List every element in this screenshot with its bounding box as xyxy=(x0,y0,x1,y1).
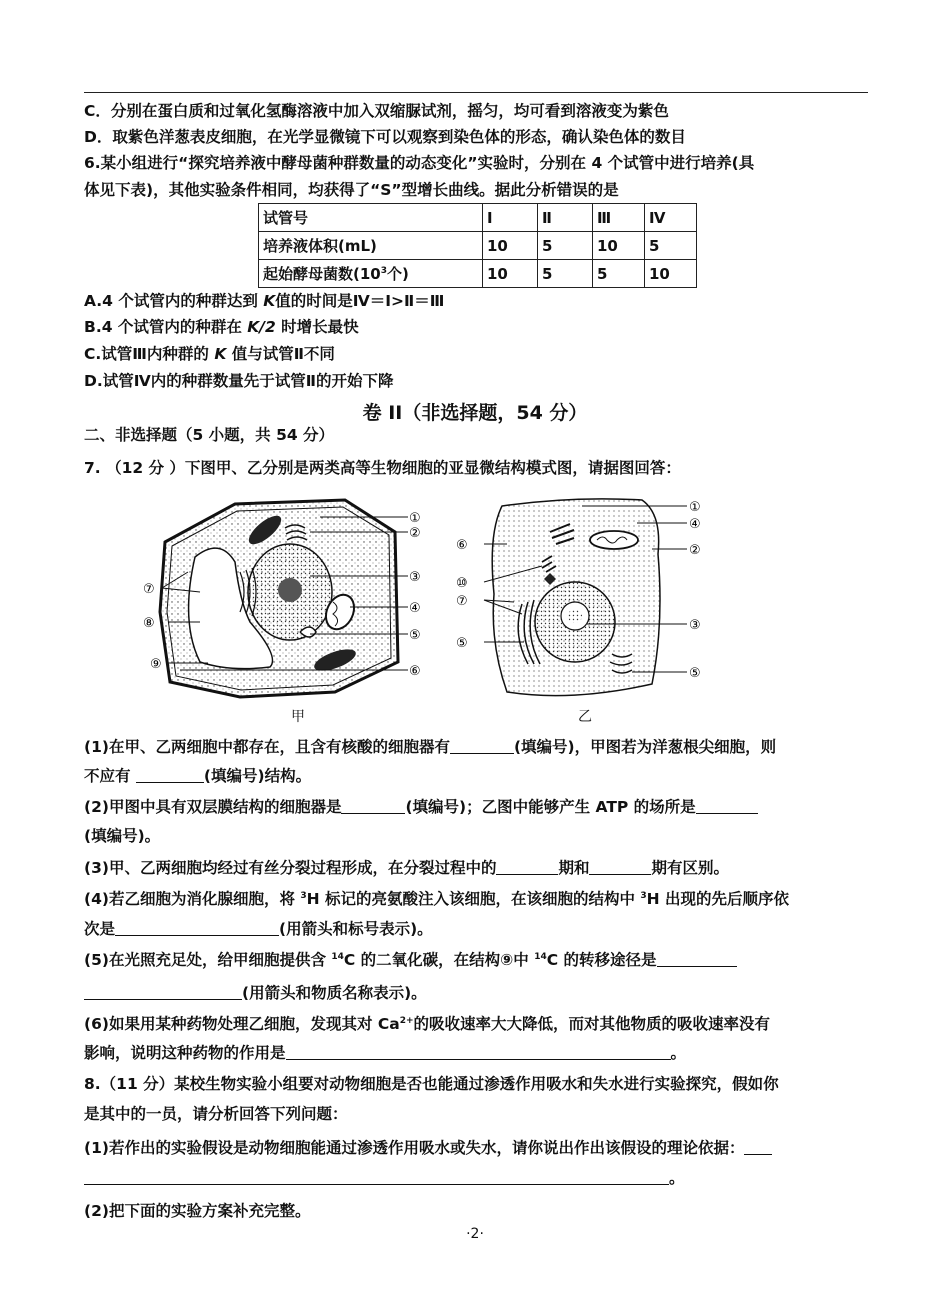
q7-part3: (3)甲、乙两细胞均经过有丝分裂过程形成，在分裂过程中的 期和 期有区别。 xyxy=(84,859,729,877)
answer-blank[interactable] xyxy=(589,859,651,875)
table-cell xyxy=(259,260,483,288)
table-cell: 10 xyxy=(483,260,538,288)
label: ④ xyxy=(689,517,701,532)
page-number: ·2· xyxy=(466,1226,484,1242)
table-cell: Ⅳ xyxy=(645,204,697,232)
q7-part6-line2: 影响，说明这种药物的作用是 。 xyxy=(84,1044,687,1062)
label: ⑥ xyxy=(409,664,421,679)
q6-option-b: B.4 个试管内的种群在 K/2 时增长最快 xyxy=(84,318,359,336)
q8-stem-line2: 是其中的一员，请分析回答下列问题： xyxy=(84,1105,348,1123)
q6-table xyxy=(258,203,697,288)
figure-caption-yi: 乙 xyxy=(578,709,592,725)
animal-cell-diagram xyxy=(452,494,722,706)
cell-text: 起始酵母菌数(10 xyxy=(263,265,381,283)
q8-part1-line1: (1)若作出的实验假设是动物细胞能通过渗透作用吸水或失水，请你说出作出该假设的理论依据： xyxy=(84,1138,772,1158)
answer-blank[interactable] xyxy=(696,798,758,814)
label: ⑤ xyxy=(689,666,701,681)
label: ③ xyxy=(409,570,421,585)
table-cell: 5 xyxy=(593,260,645,288)
q6-option-d: D.试管Ⅳ内的种群数量先于试管Ⅱ的开始下降 xyxy=(84,372,394,390)
answer-blank[interactable] xyxy=(450,738,514,754)
label: ⑩ xyxy=(456,576,468,591)
cell-text: 个) xyxy=(387,265,409,283)
table-cell: 培养液体积(mL) xyxy=(259,232,483,260)
label: ① xyxy=(689,500,701,515)
label: ⑧ xyxy=(143,616,155,631)
q7-part5-line2: (用箭头和物质名称表示)。 xyxy=(84,983,427,1003)
table-cell: Ⅰ xyxy=(483,204,538,232)
table-cell: 10 xyxy=(645,260,697,288)
q7-part2-line2: (填编号)。 xyxy=(84,827,161,845)
table-cell: 10 xyxy=(483,232,538,260)
plant-cell-diagram xyxy=(140,492,440,702)
label: ⑤ xyxy=(456,636,468,651)
answer-blank[interactable] xyxy=(115,920,279,936)
q6-option-c: C.试管Ⅲ内种群的 K 值与试管Ⅱ不同 xyxy=(84,345,335,363)
section-subtitle: 二、非选择题（5 小题，共 54 分） xyxy=(84,426,335,444)
answer-blank[interactable] xyxy=(657,951,737,967)
table-row xyxy=(259,204,697,232)
q7-part6-line1: (6)如果用某种药物处理乙细胞，发现其对 $Ca^{2+}$的吸收速率大大降低，而对其他物质的吸收速率没有 xyxy=(84,1015,771,1033)
section-title: 卷 II（非选择题，54 分） xyxy=(362,402,588,424)
q8-part1-line2: 。 xyxy=(84,1168,685,1188)
q7-part4-line2: 次是 (用箭头和标号表示)。 xyxy=(84,920,433,938)
table-row xyxy=(259,260,697,288)
table-cell: 5 xyxy=(538,232,593,260)
answer-blank[interactable] xyxy=(286,1044,671,1060)
label: ④ xyxy=(409,601,421,616)
q6-stem-line1: 6.某小组进行“探究培养液中酵母菌种群数量的动态变化”实验时，分别在 4 个试管中进行培养(具 xyxy=(84,154,755,172)
q7-part2-line1: (2)甲图中具有双层膜结构的细胞器是 (填编号)；乙图中能够产生 ATP 的场所是 xyxy=(84,797,758,817)
answer-blank[interactable] xyxy=(744,1139,772,1155)
label: ③ xyxy=(689,618,701,633)
label: ⑦ xyxy=(456,594,468,609)
q7-part4-line1: (4)若乙细胞为消化腺细胞，将 $^3$H 标记的亮氨酸注入该细胞，在该细胞的结构中 $^3$H 出现的先后顺序依 xyxy=(84,890,790,908)
table-cell: Ⅱ xyxy=(538,204,593,232)
answer-blank[interactable] xyxy=(136,767,204,783)
cell-superscript: 3 xyxy=(380,266,387,276)
label: ⑤ xyxy=(409,628,421,643)
figure-caption-jia: 甲 xyxy=(291,709,305,725)
q5-option-c: C．分别在蛋白质和过氧化氢酶溶液中加入双缩脲试剂，摇匀，均可看到溶液变为紫色 xyxy=(84,102,669,120)
table-cell: 试管号 xyxy=(259,204,483,232)
q7-part5-line1: (5)在光照充足处，给甲细胞提供含 $^{14}$C 的二氧化碳，在结构⑨中 $^{14}$C 的转移途径是 xyxy=(84,950,737,970)
table-cell: 5 xyxy=(538,260,593,288)
label: ② xyxy=(409,526,421,541)
label: ① xyxy=(409,511,421,526)
answer-blank[interactable] xyxy=(84,1169,669,1185)
q8-part2: (2)把下面的实验方案补充完整。 xyxy=(84,1202,311,1220)
q6-stem-line2: 体见下表)，其他实验条件相同，均获得了“S”型增长曲线。据此分析错误的是 xyxy=(84,181,619,199)
label: ⑨ xyxy=(150,657,162,672)
q7-part1-line2: 不应有 (填编号)结构。 xyxy=(84,767,312,785)
table-cell: 5 xyxy=(645,232,697,260)
answer-blank[interactable] xyxy=(341,798,405,814)
label: ② xyxy=(689,543,701,558)
q5-option-d: D．取紫色洋葱表皮细胞，在光学显微镜下可以观察到染色体的形态，确认染色体的数目 xyxy=(84,128,686,146)
label: ⑥ xyxy=(456,538,468,553)
answer-blank[interactable] xyxy=(496,859,558,875)
table-cell: Ⅲ xyxy=(593,204,645,232)
q7-stem: 7. （12 分 ）下图甲、乙分别是两类高等生物细胞的亚显微结构模式图，请据图回答： xyxy=(84,459,681,477)
table-cell: 10 xyxy=(593,232,645,260)
answer-blank[interactable] xyxy=(84,984,242,1000)
q8-stem-line1: 8.（11 分）某校生物实验小组要对动物细胞是否也能通过渗透作用吸水和失水进行实验探究，假如你 xyxy=(84,1075,779,1093)
table-row xyxy=(259,232,697,260)
header-rule xyxy=(84,92,868,93)
q7-part1-line1: (1)在甲、乙两细胞中都存在，且含有核酸的细胞器有 (填编号)，甲图若为洋葱根尖细胞，则 xyxy=(84,738,777,756)
q6-option-a: A.4 个试管内的种群达到 K值的时间是Ⅳ＝Ⅰ>Ⅱ＝Ⅲ xyxy=(84,292,445,310)
label: ⑦ xyxy=(143,582,155,597)
